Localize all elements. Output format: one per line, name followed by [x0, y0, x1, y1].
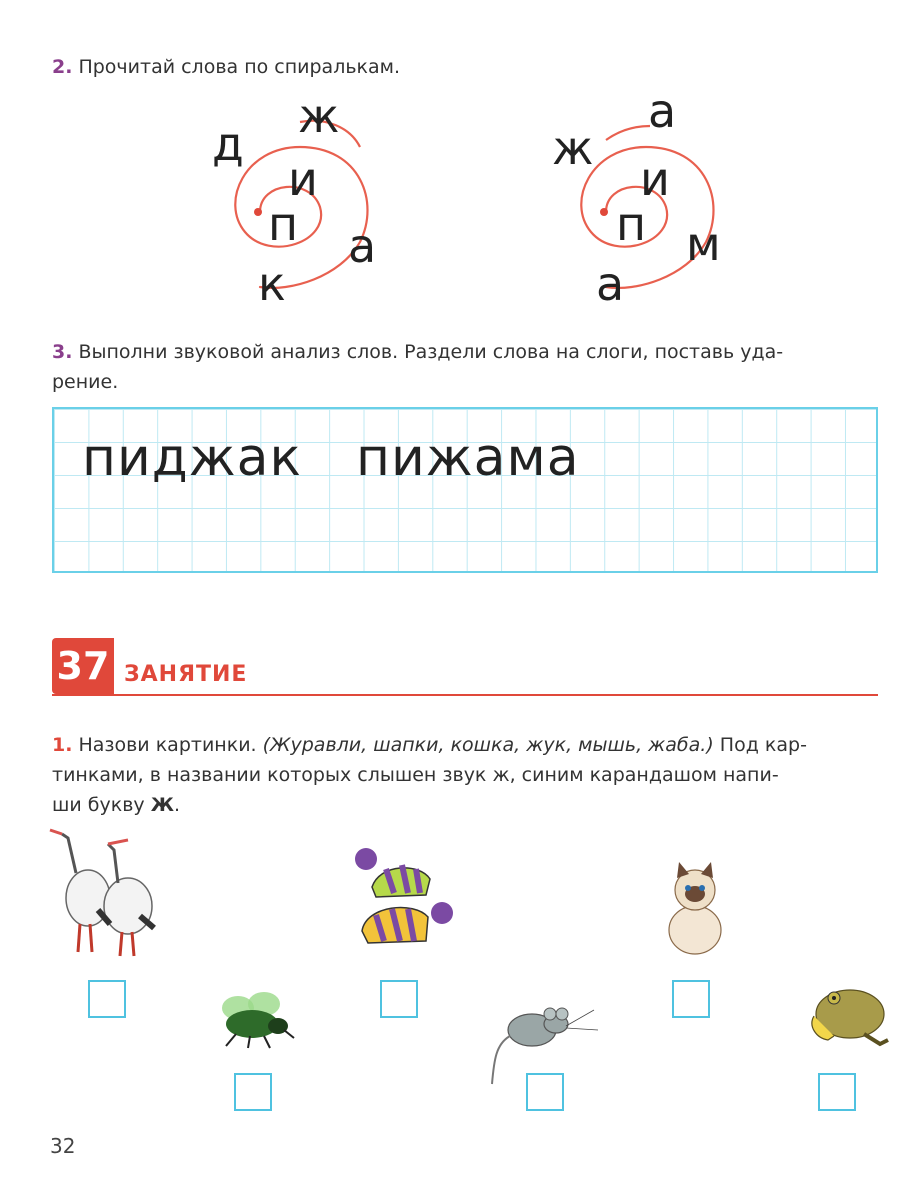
spiral-letter: п	[616, 197, 647, 251]
answer-box-cranes[interactable]	[88, 980, 126, 1018]
task-3-instruction	[52, 337, 882, 397]
task-1-instruction: 1. Назови картинки. (Журавли, шапки, кошка, жук, мышь, жаба.) Под кар- тинками, в названии которых слышен звук ж, синим карандашом напи- ши букву Ж.	[52, 730, 882, 820]
task-number: 1.	[52, 734, 73, 756]
spiral-letter: к	[258, 257, 286, 311]
task-hint: (Журавли, шапки, кошка, жук, мышь, жаба.)	[262, 734, 714, 756]
spiral-letter: п	[268, 197, 299, 251]
task-text: Прочитай слова по спиралькам.	[78, 56, 401, 78]
answer-box-mouse[interactable]	[526, 1073, 564, 1111]
spiral-letter: и	[288, 152, 318, 206]
answer-box-hats[interactable]	[380, 980, 418, 1018]
grid-word-1: пиджак	[82, 428, 302, 488]
answer-box-toad[interactable]	[818, 1073, 856, 1111]
task-2-instruction	[52, 52, 400, 82]
spiral-letter: м	[686, 217, 721, 271]
task-text: ши букву	[52, 794, 145, 816]
lesson-title: ЗАНЯТИЕ	[124, 662, 248, 687]
toad-picture	[804, 980, 894, 1050]
spiral-letter: ж	[552, 121, 594, 175]
grid-word-2: пижама	[356, 428, 580, 488]
spiral-letter: и	[640, 152, 670, 206]
spiral-letter: ж	[298, 92, 340, 143]
task-number: 3.	[52, 341, 73, 363]
answer-box-beetle[interactable]	[234, 1073, 272, 1111]
spiral-word-2	[540, 92, 800, 312]
answer-box-cat[interactable]	[672, 980, 710, 1018]
task-text: Назови картинки.	[78, 734, 257, 756]
spiral-letter: а	[648, 92, 677, 138]
task-text: Под кар-	[719, 734, 807, 756]
lesson-divider	[52, 694, 878, 696]
beetle-picture	[208, 982, 298, 1052]
task-text-line-2: рение.	[52, 371, 119, 393]
task-text-line-2: тинками, в названии которых слышен звук ж, синим карандашом напи-	[52, 764, 779, 786]
cranes-picture	[48, 828, 168, 958]
page-number: 32	[50, 1134, 76, 1158]
spiral-word-1	[190, 92, 450, 312]
spiral-letter: а	[596, 257, 625, 311]
spiral-letter: д	[212, 117, 244, 171]
task-text-line-1: Выполни звуковой анализ слов. Раздели слова на слоги, поставь уда-	[78, 341, 784, 363]
spiral-letter: а	[348, 219, 377, 273]
task-number: 2.	[52, 56, 73, 78]
cat-picture	[655, 858, 735, 958]
lesson-number-badge: 37	[52, 638, 114, 694]
hats-picture	[350, 845, 460, 955]
task-letter: Ж	[150, 794, 174, 816]
